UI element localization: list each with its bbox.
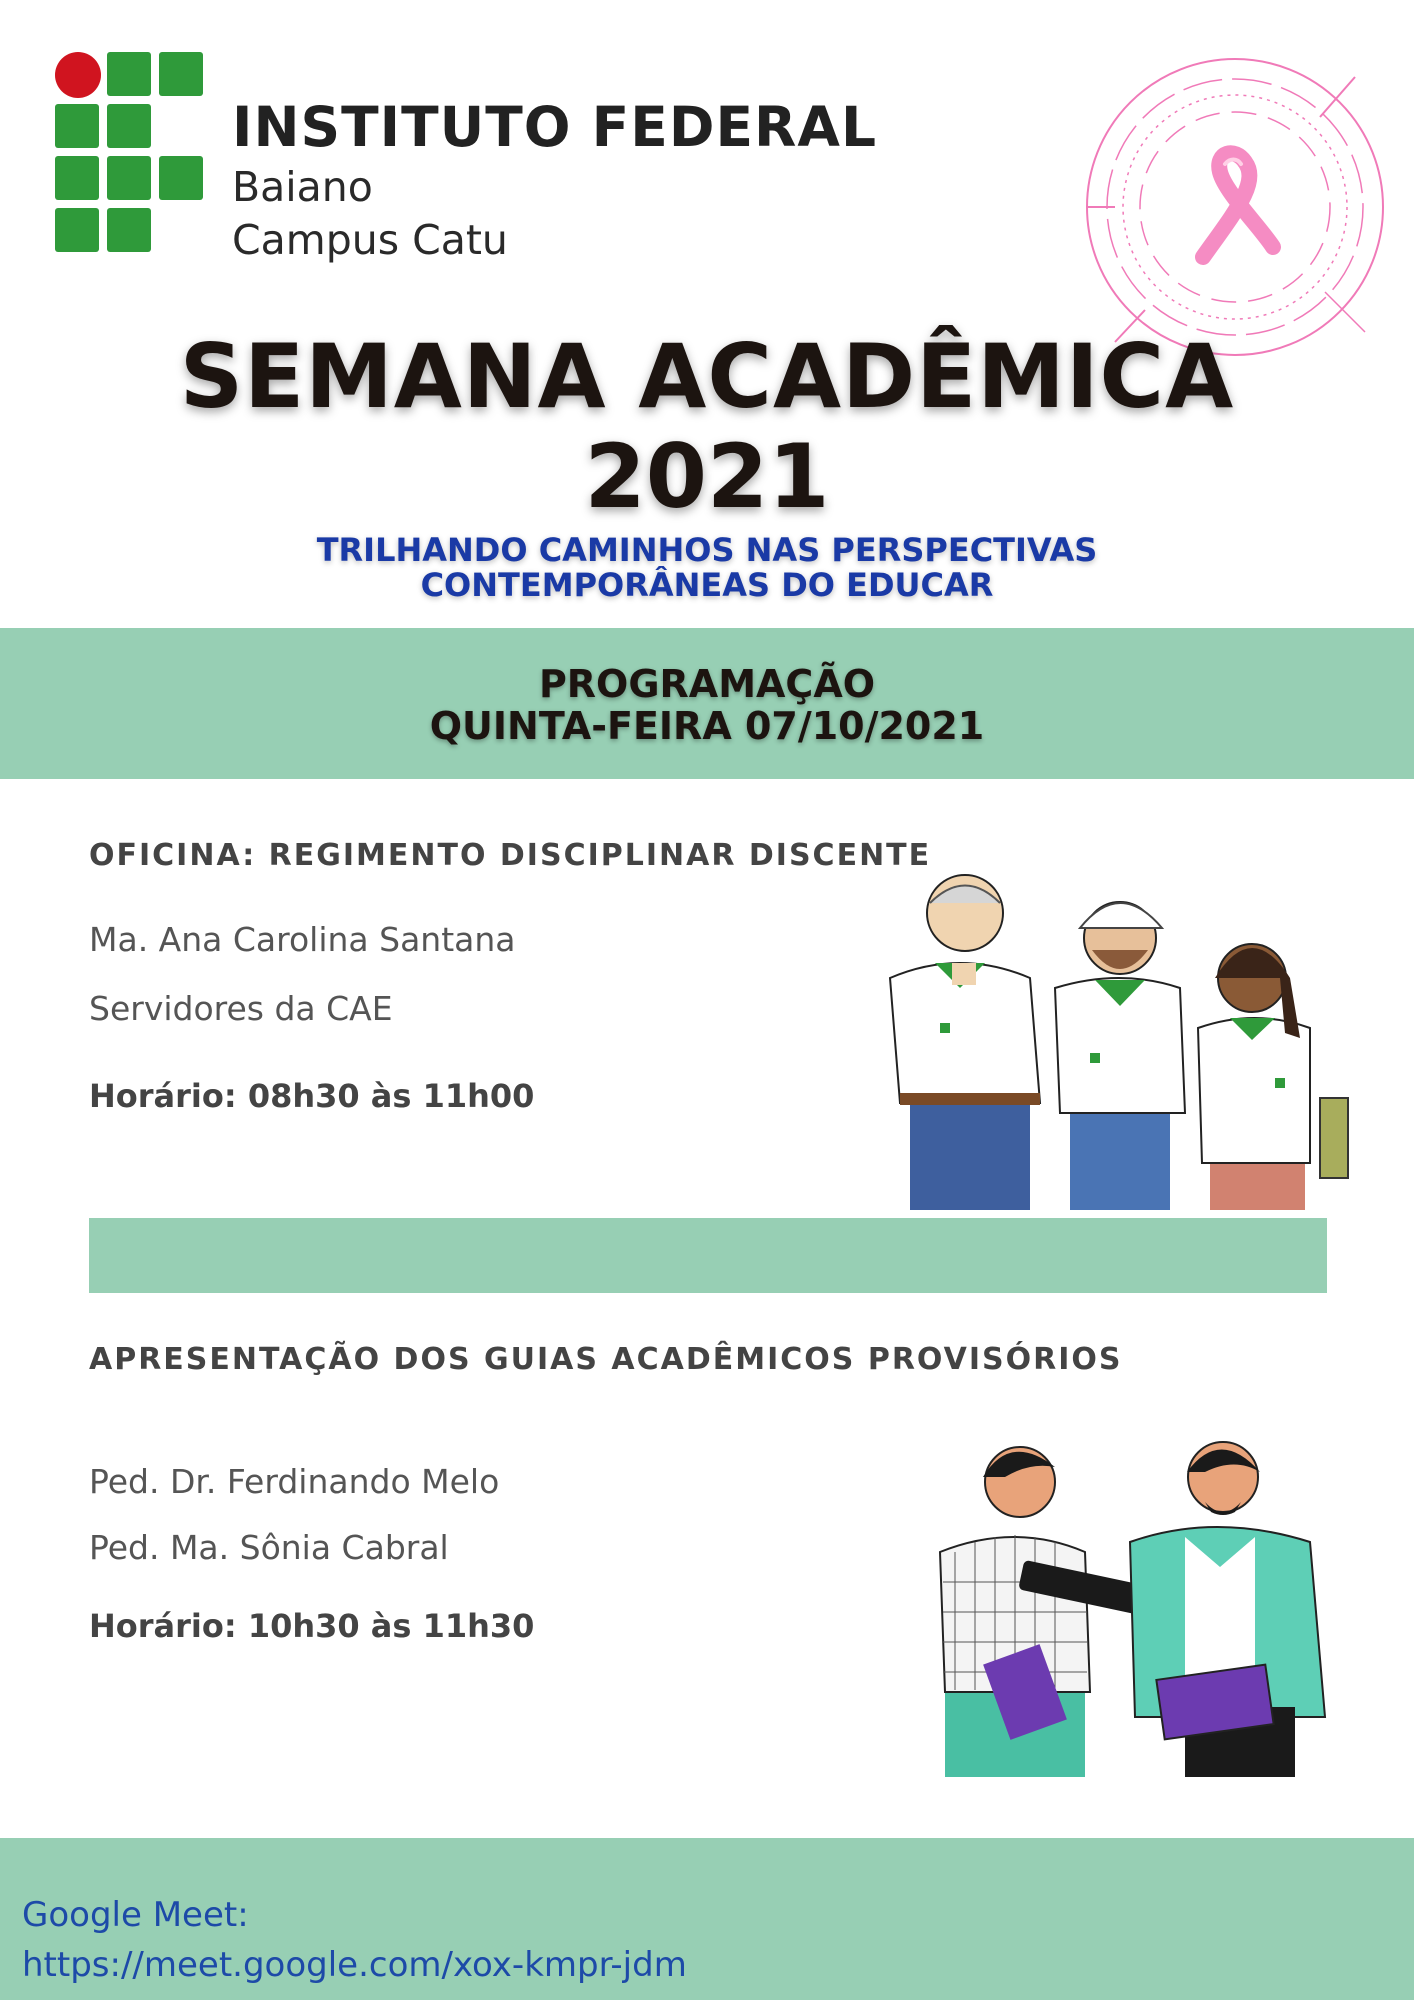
guides-exchange-illustration: [935, 1432, 1345, 1777]
event-headline: SEMANA ACADÊMICA: [179, 325, 1235, 428]
students-illustration: [880, 868, 1350, 1210]
program-date: QUINTA-FEIRA 07/10/2021: [429, 704, 985, 748]
logo-red-dot: [55, 52, 101, 98]
logo-title: INSTITUTO FEDERAL: [232, 95, 878, 159]
logo-subtitle-state: Baiano: [232, 163, 373, 211]
logo-subtitle-campus: Campus Catu: [232, 216, 508, 264]
event-2-time: Horário: 10h30 às 11h30: [89, 1607, 535, 1645]
event-theme-line-2: CONTEMPORÂNEAS DO EDUCAR: [420, 566, 994, 604]
meet-link[interactable]: https://meet.google.com/xox-kmpr-jdm: [22, 1945, 687, 1985]
event-1-title: OFICINA: REGIMENTO DISCIPLINAR DISCENTE: [89, 838, 932, 873]
meet-label: Google Meet:: [22, 1895, 249, 1935]
event-theme-line-1: TRILHANDO CAMINHOS NAS PERSPECTIVAS: [316, 531, 1098, 569]
institute-logo-mark: [55, 52, 207, 257]
pink-ribbon-icon: [1085, 52, 1385, 362]
section-divider-band: [89, 1218, 1327, 1293]
event-2-speaker-1: Ped. Dr. Ferdinando Melo: [89, 1462, 500, 1501]
event-1-speaker-1: Ma. Ana Carolina Santana: [89, 920, 516, 959]
event-2-title: APRESENTAÇÃO DOS GUIAS ACADÊMICOS PROVISÓRIOS: [89, 1342, 1123, 1377]
event-1-speaker-2: Servidores da CAE: [89, 989, 393, 1028]
event-1-time: Horário: 08h30 às 11h00: [89, 1077, 535, 1115]
program-title: PROGRAMAÇÃO: [538, 662, 876, 706]
event-year: 2021: [584, 425, 830, 528]
event-2-speaker-2: Ped. Ma. Sônia Cabral: [89, 1528, 449, 1567]
